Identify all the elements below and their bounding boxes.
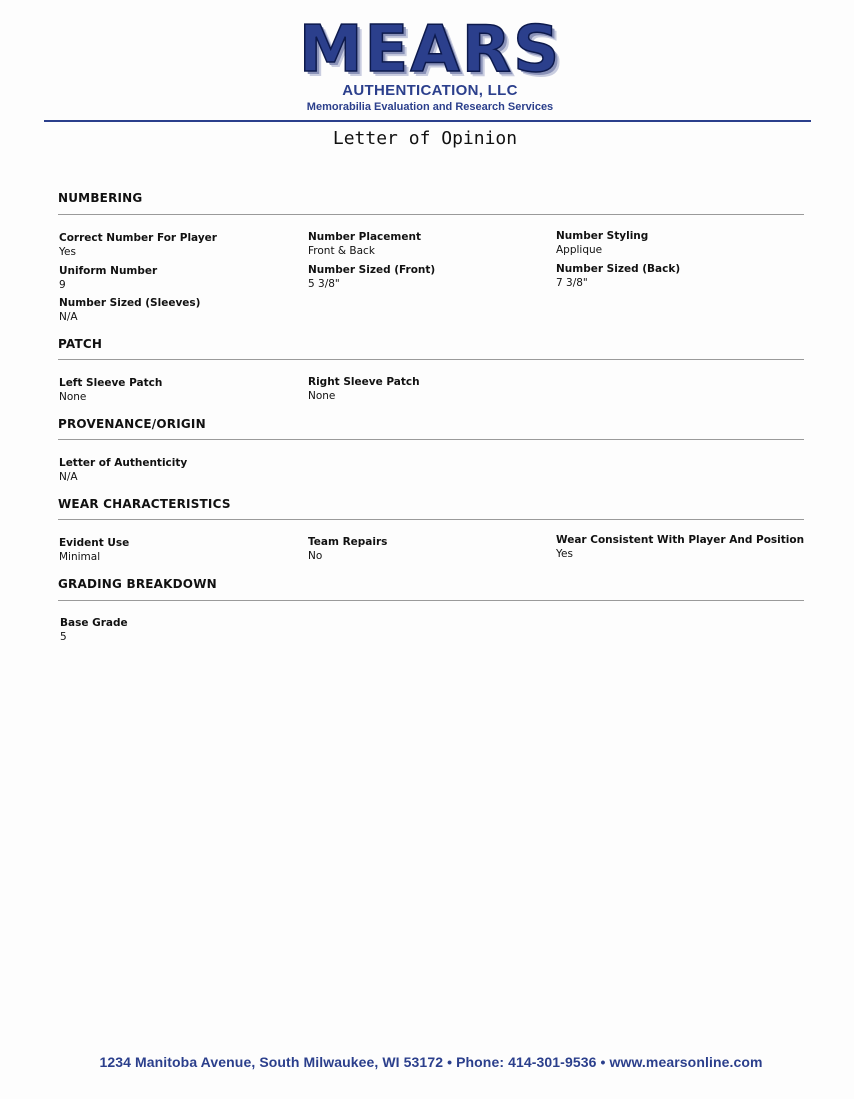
section-patch [58, 337, 804, 403]
field-value: Applique [556, 244, 603, 256]
field-label: Number Placement [308, 231, 421, 243]
field-label: Number Styling [556, 230, 649, 242]
field-value: Yes [59, 246, 76, 258]
field-number-placement [308, 231, 421, 257]
field-value: No [308, 550, 323, 562]
field-label: Letter of Authenticity [59, 457, 188, 469]
field-label: Wear Consistent With Player And Position [556, 534, 805, 546]
field-value: Front & Back [308, 245, 375, 257]
field-letter-of-authenticity [59, 457, 187, 483]
field-right-sleeve-patch [308, 376, 420, 402]
field-label: Number Sized (Back) [556, 263, 681, 275]
field-value: N/A [59, 471, 78, 483]
field-label: Uniform Number [59, 265, 158, 277]
field-value: 7 3/8" [556, 277, 588, 289]
section-numbering [58, 191, 804, 323]
field-label: Number Sized (Sleeves) [59, 297, 201, 309]
section-title-patch: PATCH [58, 337, 103, 351]
field-correct-number [59, 232, 217, 258]
header-divider [44, 120, 811, 122]
field-label: Base Grade [60, 617, 128, 629]
company-tagline: Memorabilia Evaluation and Research Services [306, 101, 554, 113]
field-value: None [308, 390, 336, 402]
field-uniform-number [59, 265, 157, 291]
section-divider [58, 214, 804, 215]
section-wear [58, 497, 805, 563]
field-number-styling [556, 230, 648, 256]
field-team-repairs [308, 536, 387, 562]
section-provenance [58, 417, 804, 483]
field-label: Right Sleeve Patch [308, 376, 420, 388]
field-label: Left Sleeve Patch [59, 377, 163, 389]
field-number-sized-front [308, 264, 435, 290]
field-base-grade [60, 617, 128, 643]
field-wear-consistent [556, 534, 804, 560]
section-title-grading: GRADING BREAKDOWN [58, 577, 217, 591]
field-value: 5 3/8" [308, 278, 340, 290]
field-label: Correct Number For Player [59, 232, 217, 244]
section-divider [58, 359, 804, 360]
field-label: Number Sized (Front) [308, 264, 436, 276]
section-title-wear: WEAR CHARACTERISTICS [58, 497, 231, 511]
section-divider [58, 600, 804, 601]
field-evident-use [59, 537, 129, 563]
field-value: N/A [59, 311, 78, 323]
mears-logo [290, 13, 570, 87]
field-value: None [59, 391, 87, 403]
section-title-numbering: NUMBERING [58, 191, 143, 205]
document-title [0, 128, 854, 149]
field-number-sized-back [556, 263, 680, 289]
field-value: Yes [556, 548, 573, 560]
logo-text: MEARS [298, 13, 562, 87]
footer-contact: 1234 Manitoba Avenue, South Milwaukee, WI 53172 • Phone: 414-301-9536 • www.mearsonline.com [99, 1054, 763, 1070]
section-divider [58, 439, 804, 440]
document-title-text: Letter of Opinion [332, 128, 518, 149]
section-divider [58, 519, 804, 520]
company-name: AUTHENTICATION, LLC [342, 82, 518, 99]
field-value: 5 [60, 631, 67, 643]
field-value: Minimal [59, 551, 101, 563]
field-label: Team Repairs [308, 536, 388, 548]
field-left-sleeve-patch [59, 377, 162, 403]
field-label: Evident Use [59, 537, 130, 549]
field-number-sized-sleeves [59, 297, 200, 323]
section-grading [58, 577, 804, 643]
field-value: 9 [59, 279, 66, 291]
section-title-provenance: PROVENANCE/ORIGIN [58, 417, 206, 431]
